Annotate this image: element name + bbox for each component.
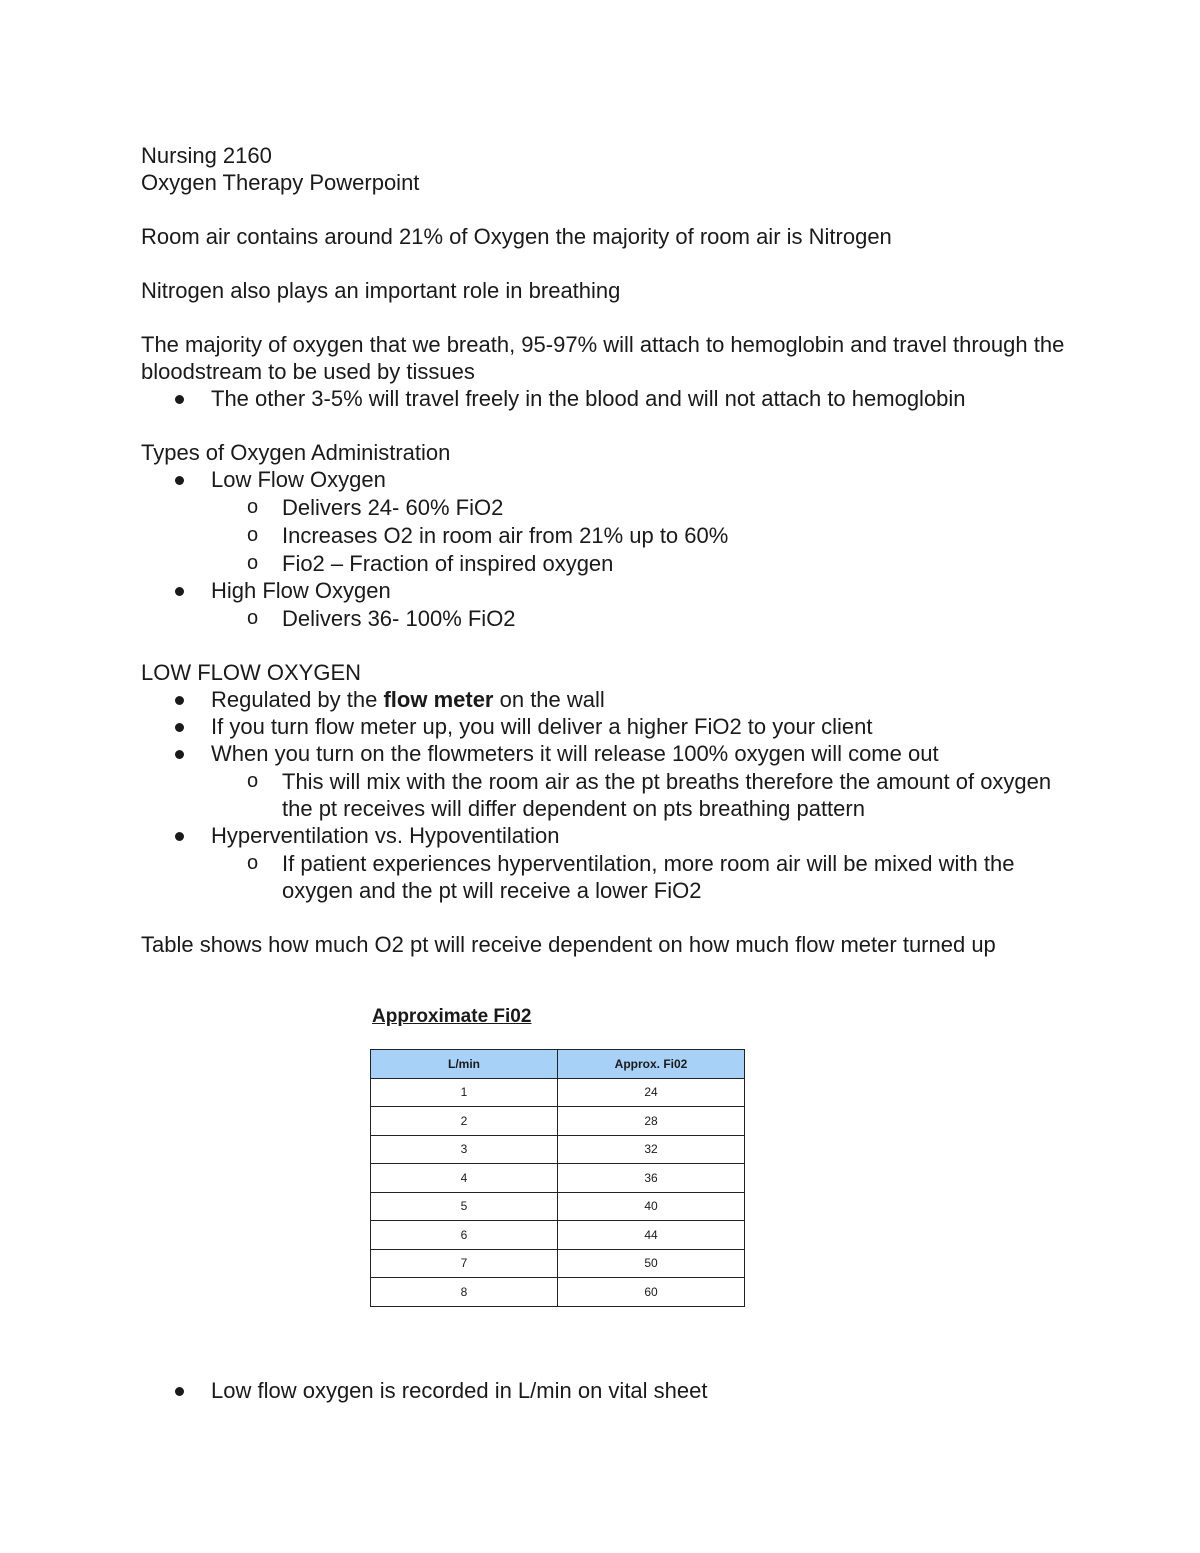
nitrogen-paragraph: Nitrogen also plays an important role in breathing bbox=[141, 278, 621, 303]
course-title: Nursing 2160 bbox=[141, 143, 272, 168]
table-cell: 60 bbox=[558, 1278, 745, 1307]
topic-title: Oxygen Therapy Powerpoint bbox=[141, 170, 420, 195]
table-row bbox=[371, 1164, 745, 1193]
table-row bbox=[371, 1221, 745, 1250]
list-item: o Increases O2 in room air from 21% up to 60% bbox=[282, 521, 1071, 549]
low-flow-list bbox=[141, 686, 1071, 904]
types-list bbox=[141, 466, 1071, 632]
types-heading: Types of Oxygen Administration bbox=[141, 440, 451, 465]
list-item bbox=[211, 686, 1071, 713]
footer-list-container bbox=[141, 1377, 1071, 1404]
table-cell: 40 bbox=[558, 1192, 745, 1221]
high-flow-sublist bbox=[211, 604, 1071, 632]
table-row bbox=[371, 1078, 745, 1107]
flow-meter-bold: flow meter bbox=[383, 687, 494, 712]
list-item bbox=[211, 466, 1071, 577]
table-header-row bbox=[371, 1050, 745, 1079]
ventilation-sublist bbox=[211, 849, 1071, 904]
list-item: o Fio2 – Fraction of inspired oxygen bbox=[282, 549, 1071, 577]
table-cell: 24 bbox=[558, 1078, 745, 1107]
list-item: The other 3-5% will travel freely in the blood and will not attach to hemoglobin bbox=[211, 385, 1071, 412]
table-cell: 4 bbox=[371, 1164, 558, 1193]
table-cell: 5 bbox=[371, 1192, 558, 1221]
list-item: o Delivers 36- 100% FiO2 bbox=[282, 604, 1071, 632]
table-row bbox=[371, 1192, 745, 1221]
table-row bbox=[371, 1278, 745, 1307]
table-cell: 8 bbox=[371, 1278, 558, 1307]
table-row bbox=[371, 1107, 745, 1136]
table-intro: Table shows how much O2 pt will receive dependent on how much flow meter turned up bbox=[141, 932, 996, 957]
list-item: o This will mix with the room air as the pt breaths therefore the amount of oxygen the pt receives will differ dependent on pts breathing pattern bbox=[282, 767, 1071, 822]
table-cell: 6 bbox=[371, 1221, 558, 1250]
fio-table bbox=[370, 1049, 745, 1307]
hemoglobin-bullets bbox=[141, 385, 1071, 412]
ventilation-text: Hyperventilation vs. Hypoventilation bbox=[211, 823, 560, 848]
list-item bbox=[211, 740, 1071, 822]
list-item bbox=[211, 822, 1071, 904]
table-cell: 3 bbox=[371, 1135, 558, 1164]
list-item: Low flow oxygen is recorded in L/min on vital sheet bbox=[211, 1377, 1071, 1404]
low-flow-heading: LOW FLOW OXYGEN bbox=[141, 660, 362, 685]
table-cell: 50 bbox=[558, 1249, 745, 1278]
regulated-text-pre: Regulated by the bbox=[211, 687, 384, 712]
fio-table-title: Approximate Fi02 bbox=[372, 1006, 532, 1027]
table-cell: 2 bbox=[371, 1107, 558, 1136]
table-cell: 1 bbox=[371, 1078, 558, 1107]
list-item bbox=[211, 577, 1071, 632]
document-body bbox=[141, 142, 1071, 958]
table-cell: 36 bbox=[558, 1164, 745, 1193]
flowmeter-sublist bbox=[211, 767, 1071, 822]
low-flow-sublist bbox=[211, 493, 1071, 577]
table-cell: 7 bbox=[371, 1249, 558, 1278]
hemoglobin-paragraph: The majority of oxygen that we breath, 95-97% will attach to hemoglobin and travel through the bloodstream to be used by tissues bbox=[141, 332, 1065, 384]
table-cell: 44 bbox=[558, 1221, 745, 1250]
high-flow-label: High Flow Oxygen bbox=[211, 578, 391, 603]
low-flow-label: Low Flow Oxygen bbox=[211, 467, 386, 492]
list-item: o Delivers 24- 60% FiO2 bbox=[282, 493, 1071, 521]
table-cell: 28 bbox=[558, 1107, 745, 1136]
column-header: Approx. Fi02 bbox=[558, 1050, 745, 1079]
table-cell: 32 bbox=[558, 1135, 745, 1164]
footer-list bbox=[141, 1377, 1071, 1404]
table-row bbox=[371, 1135, 745, 1164]
table-row bbox=[371, 1249, 745, 1278]
room-air-paragraph: Room air contains around 21% of Oxygen the majority of room air is Nitrogen bbox=[141, 224, 892, 249]
column-header: L/min bbox=[371, 1050, 558, 1079]
list-item: If you turn flow meter up, you will deliver a higher FiO2 to your client bbox=[211, 713, 1071, 740]
list-item: o If patient experiences hyperventilation, more room air will be mixed with the oxygen and the pt will receive a lower FiO2 bbox=[282, 849, 1071, 904]
flowmeter-text: When you turn on the flowmeters it will release 100% oxygen will come out bbox=[211, 741, 939, 766]
regulated-text-post: on the wall bbox=[493, 687, 605, 712]
